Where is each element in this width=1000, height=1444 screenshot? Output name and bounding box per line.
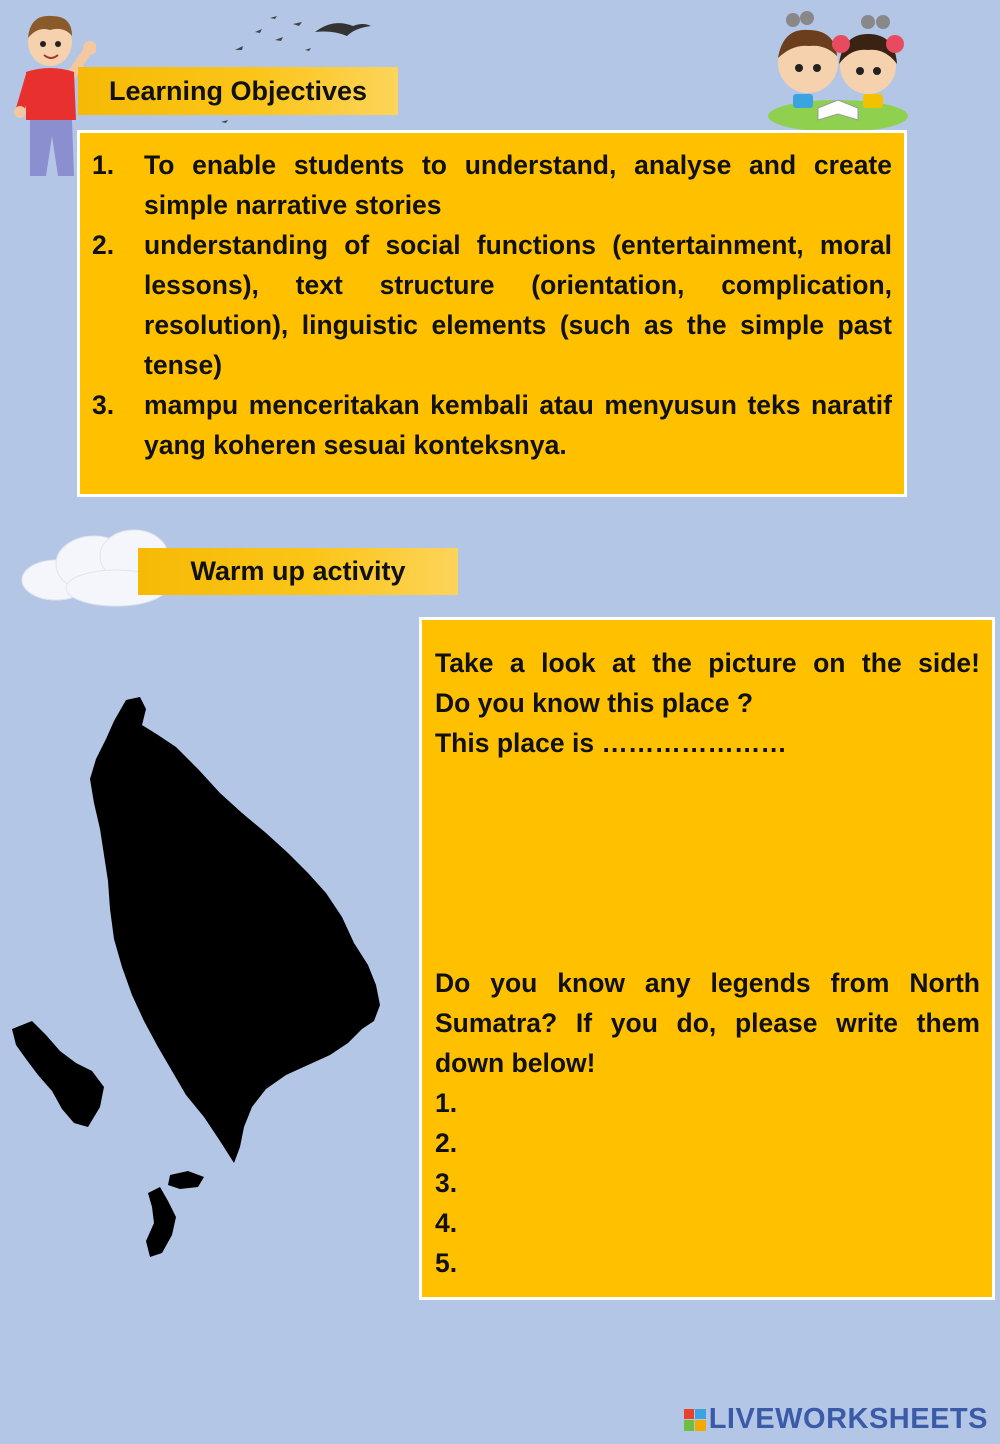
objectives-list (92, 145, 892, 465)
liveworksheets-logo-icon (684, 1409, 706, 1431)
liveworksheets-logo[interactable] (684, 1403, 988, 1436)
answer-line[interactable]: 2. (435, 1128, 458, 1158)
objective-text: understanding of social functions (entertainment, moral lessons), text structure (orientation, complication, resolution), linguistic elements (such as the simple past tense) (144, 230, 892, 380)
learning-objectives-label (78, 67, 398, 115)
legend-question-line: down below! (435, 1048, 596, 1078)
spacer (435, 763, 980, 963)
answer-line[interactable]: 3. (435, 1168, 458, 1198)
warm-up-instruction: Take a look at the picture on the side! (435, 648, 980, 678)
objective-number: 3. (92, 390, 115, 420)
warm-up-question: Do you know this place ? (435, 688, 754, 718)
objective-item (92, 385, 892, 465)
answer-line[interactable]: 1. (435, 1088, 458, 1118)
kids-reading-illustration (763, 8, 913, 133)
learning-objectives-title: Learning Objectives (108, 75, 368, 106)
warm-up-label (138, 548, 458, 595)
warm-up-box (419, 617, 995, 1300)
objective-item (92, 145, 892, 225)
liveworksheets-wordmark: LIVEWORKSHEETS (708, 1403, 988, 1435)
objective-number: 2. (92, 230, 115, 260)
objective-number: 1. (92, 150, 115, 180)
answer-line[interactable]: 5. (435, 1248, 458, 1278)
legend-question-line: Sumatra? If you do, please write them (435, 1008, 980, 1038)
warm-up-blank: This place is ………………… (435, 728, 787, 758)
objective-item (92, 225, 892, 385)
north-sumatra-map (8, 695, 388, 1265)
learning-objectives-box (77, 130, 907, 497)
legend-question-line: Do you know any legends from North (435, 968, 980, 998)
warm-up-title: Warm up activity (190, 556, 406, 586)
objective-text: mampu menceritakan kembali atau menyusun teks naratif yang koheren sesuai konteksnya. (144, 390, 892, 460)
objective-text: To enable students to understand, analyse and create simple narrative stories (144, 150, 892, 220)
answer-line[interactable]: 4. (435, 1208, 458, 1238)
